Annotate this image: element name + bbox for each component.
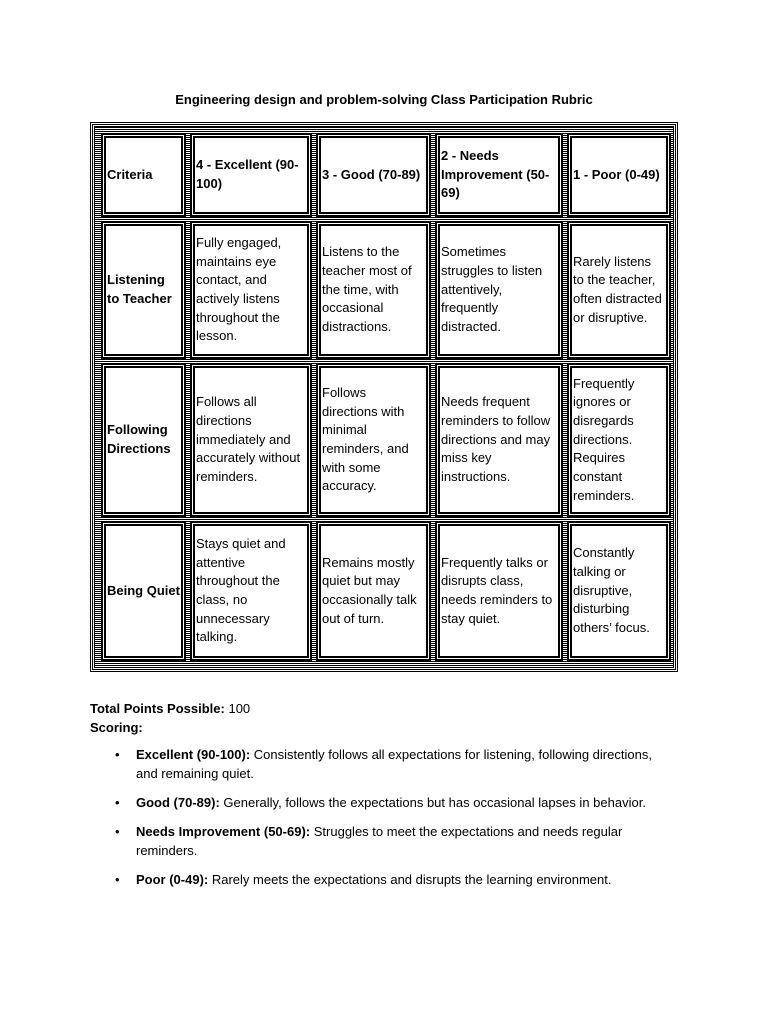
header-cell-needs-improvement xyxy=(435,133,563,217)
descriptor-cell xyxy=(190,521,312,661)
scoring-level-text: Struggles to meet the expectations and needs regular reminders. xyxy=(136,824,623,858)
descriptor-text: Rarely listens to the teacher, often distracted or disruptive. xyxy=(573,253,662,325)
total-points-line xyxy=(90,699,250,718)
scoring-level-text: Generally, follows the expectations but has occasional lapses in behavior. xyxy=(223,795,646,810)
criterion-cell xyxy=(101,521,186,661)
criterion-label: Being Quiet xyxy=(107,582,180,598)
header-cell-excellent xyxy=(190,133,312,217)
header-cell-criteria xyxy=(101,133,186,217)
scoring-level-label: Excellent (90-100): xyxy=(136,747,251,762)
criterion-cell xyxy=(101,221,186,359)
list-item xyxy=(115,793,675,812)
scoring-level-label: Good (70-89): xyxy=(136,795,220,810)
criterion-label: Following Directions xyxy=(107,422,171,456)
header-label: 2 - Needs Improvement (50-69) xyxy=(441,147,550,201)
scoring-level-text: Consistently follows all expectations for listening, following directions, and remaining quiet. xyxy=(136,747,652,781)
table-border xyxy=(92,124,676,670)
table-frame xyxy=(94,126,674,668)
header-label: 3 - Good (70-89) xyxy=(322,166,421,182)
descriptor-text: Needs frequent reminders to follow directions and may miss key instructions. xyxy=(441,394,551,485)
scoring-level-label: Poor (0-49): xyxy=(136,872,209,887)
scoring-level-label: Needs Improvement (50-69): xyxy=(136,824,311,839)
scoring-list xyxy=(115,745,675,899)
descriptor-text: Remains mostly quiet but may occasionally talk out of turn. xyxy=(322,554,417,626)
descriptor-text: Sometimes struggles to listen attentively, frequently distracted. xyxy=(441,244,543,335)
criterion-cell xyxy=(101,363,186,517)
descriptor-cell xyxy=(435,363,563,517)
list-item xyxy=(115,822,675,860)
descriptor-text: Listens to the teacher most of the time, with occasional distractions. xyxy=(322,244,412,335)
header-label: Criteria xyxy=(107,166,153,182)
header-label: 4 - Excellent (90-100) xyxy=(196,157,299,191)
summary-block xyxy=(90,699,250,737)
criterion-label: Listening to Teacher xyxy=(107,272,172,306)
bullet-icon: • xyxy=(115,824,120,839)
descriptor-cell xyxy=(316,521,431,661)
descriptor-text: Fully engaged, maintains eye contact, and actively listens throughout the lesson. xyxy=(196,234,282,344)
total-points-value: 100 xyxy=(228,701,251,716)
bullet-icon: • xyxy=(115,872,120,887)
descriptor-text: Follows directions with minimal reminders, and with some accuracy. xyxy=(322,384,409,494)
descriptor-cell xyxy=(316,363,431,517)
descriptor-cell xyxy=(316,221,431,359)
total-points-label: Total Points Possible: xyxy=(90,701,225,716)
descriptor-text: Stays quiet and attentive throughout the class, no unnecessary talking. xyxy=(196,535,286,645)
header-cell-poor xyxy=(567,133,671,217)
descriptor-cell xyxy=(435,221,563,359)
scoring-heading xyxy=(90,718,250,737)
document-title: Engineering design and problem-solving Class Participation Rubric xyxy=(175,92,593,107)
scoring-level-text: Rarely meets the expectations and disrupts the learning environment. xyxy=(211,872,612,887)
descriptor-cell xyxy=(567,521,671,661)
descriptor-cell xyxy=(567,221,671,359)
descriptor-cell xyxy=(567,363,671,517)
header-label: 1 - Poor (0-49) xyxy=(573,166,660,182)
descriptor-text: Frequently ignores or disregards directions. Requires constant reminders. xyxy=(573,375,635,503)
descriptor-cell xyxy=(190,221,312,359)
bullet-icon: • xyxy=(115,747,120,762)
bullet-icon: • xyxy=(115,795,120,810)
scoring-label: Scoring: xyxy=(90,720,143,735)
descriptor-text: Follows all directions immediately and accurately without reminders. xyxy=(196,394,301,485)
descriptor-cell xyxy=(435,521,563,661)
header-cell-good xyxy=(316,133,431,217)
list-item xyxy=(115,745,675,783)
list-item xyxy=(115,870,675,889)
rubric-table xyxy=(90,122,678,672)
descriptor-text: Frequently talks or disrupts class, needs reminders to stay quiet. xyxy=(441,554,553,626)
descriptor-cell xyxy=(190,363,312,517)
descriptor-text: Constantly talking or disruptive, disturbing others’ focus. xyxy=(573,545,650,636)
